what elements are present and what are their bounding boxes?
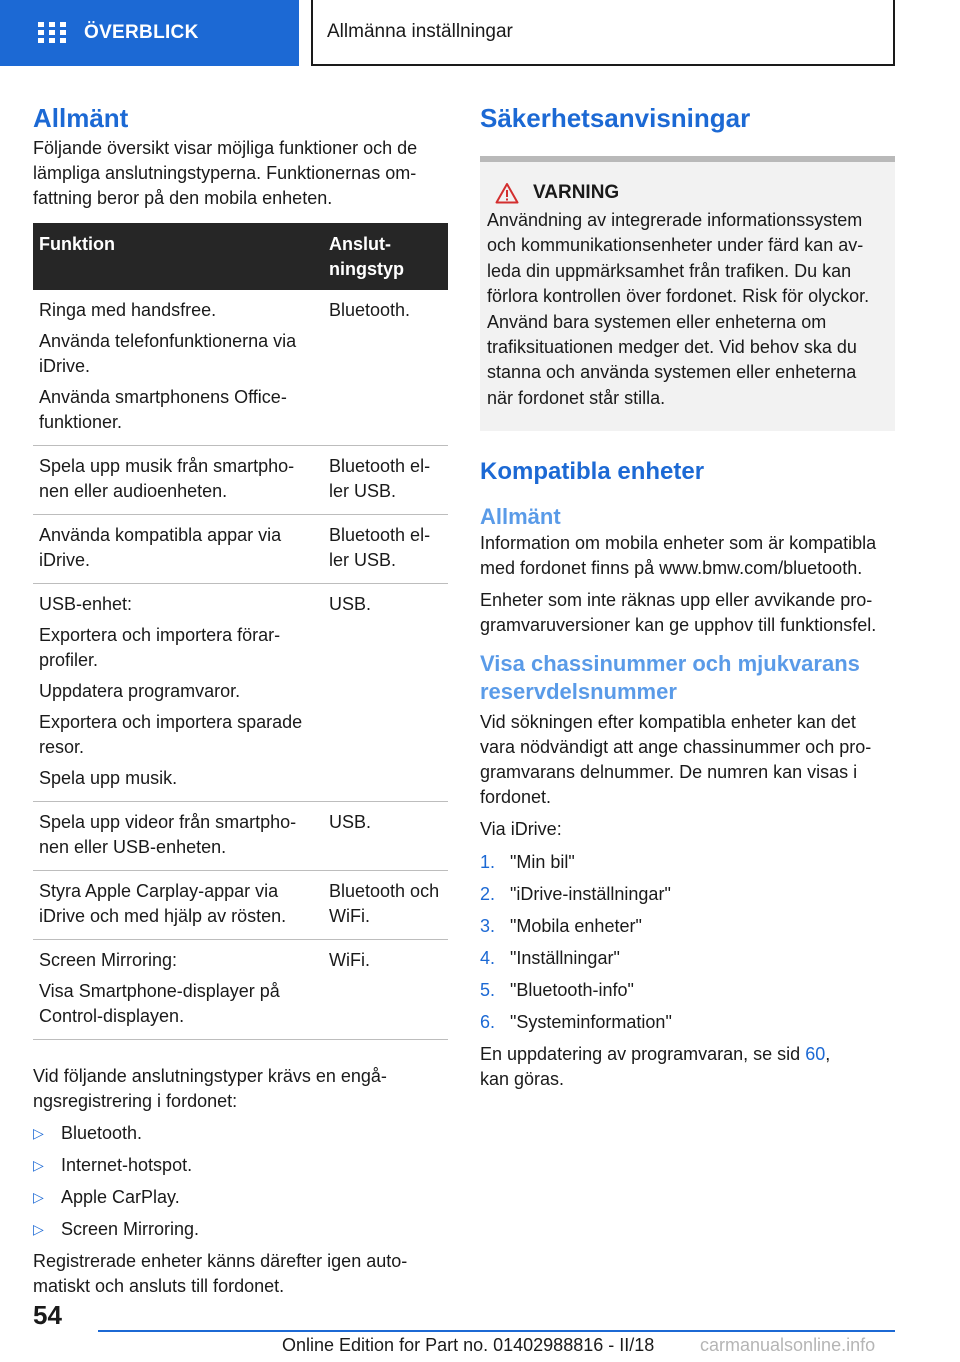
list-item: 6. "Systeminformation" — [480, 1012, 672, 1033]
warning-text: Användning av integrerade informationssystem och kommunikationsenheter under färd kan avleda din uppmärksamhet från trafiken. Du kan förlora kontrollen över fordonet. Risk för olyckor. Använd bara systemen eller enheterna om trafiksituationen medger det. Vid behov ska du stanna och använda systemen eller enheterna när fordonet står stilla. — [487, 210, 870, 408]
type-cell: Bluetooth eller USB. — [323, 515, 448, 584]
function-text: Spela upp musik. — [39, 768, 178, 788]
type-cell: USB. — [323, 584, 448, 802]
function-text: Visa Smartphone-displayer på Control-displayen. — [39, 981, 280, 1026]
table-row — [33, 515, 448, 584]
section-tab-label: Allmänna inställningar — [327, 21, 513, 42]
list-item: ▷ Apple CarPlay. — [33, 1185, 448, 1210]
function-text: Screen Mirroring: — [39, 950, 178, 970]
compatible-paragraph-2: Enheter som inte räknas upp eller avvikande programvaruversioner kan ge upphov till funktionsfel. — [480, 590, 877, 636]
table-row — [33, 802, 448, 871]
via-idrive-text: Via iDrive: — [480, 819, 562, 840]
list-item: ▷ Internet-hotspot. — [33, 1153, 448, 1178]
function-text: Uppdatera programvaror. — [39, 681, 241, 701]
function-cell — [33, 290, 323, 446]
table-row — [33, 290, 448, 446]
function-text: Styra Apple Carplay-appar via iDrive och med hjälp av rösten. — [39, 881, 287, 926]
function-text: Använda kompatibla appar via iDrive. — [39, 525, 282, 570]
list-item: ▷ Bluetooth. — [33, 1121, 448, 1146]
idrive-steps — [480, 850, 895, 1035]
function-text: Använda smartphonens Office-funktioner. — [39, 387, 287, 432]
watermark-text: carmanualsonline.info — [700, 1335, 876, 1355]
type-cell: USB. — [323, 802, 448, 871]
table-row — [33, 584, 448, 802]
edition-text: Online Edition for Part no. 01402988816 - II/18 — [282, 1335, 655, 1355]
list-item: 1. "Min bil" — [480, 852, 575, 873]
chassis-paragraph: Vid sökningen efter kompatibla enheter kan det vara nödvändigt att ange chassinummer och programvarans delnummer. De numren kan visas i fordonet. — [480, 712, 872, 808]
function-cell — [33, 802, 323, 871]
closing-paragraph: Registrerade enheter känns därefter igen automatiskt och ansluts till fordonet. — [33, 1251, 408, 1296]
section-tab[interactable] — [311, 0, 895, 66]
function-text: USB-enhet: — [39, 594, 133, 614]
safety-heading: Säkerhetsanvisningar — [480, 103, 751, 133]
triangle-bullet-icon: ▷ — [33, 1157, 44, 1173]
type-cell: Bluetooth och WiFi. — [323, 871, 448, 940]
function-cell — [33, 515, 323, 584]
table-header-row — [33, 223, 448, 290]
compatible-paragraph-1: Information om mobila enheter som är kompatibla med fordonet finns på www.bmw.com/bluetooth. — [480, 533, 877, 579]
list-item: 3. "Mobila enheter" — [480, 916, 642, 937]
function-cell — [33, 871, 323, 940]
overview-tab-label: ÖVERBLICK — [84, 22, 199, 43]
function-cell — [33, 446, 323, 515]
function-cell — [33, 940, 323, 1040]
list-item: 2. "iDrive-inställningar" — [480, 884, 671, 905]
header-connection-type: Anslutningstyp — [323, 223, 448, 290]
warning-title: VARNING — [533, 182, 620, 203]
function-text: Spela upp musik från smartphonen eller audioenheten. — [39, 456, 295, 501]
function-text: Spela upp videor från smartphonen eller USB-enheten. — [39, 812, 297, 857]
list-item: 4. "Inställningar" — [480, 948, 620, 969]
triangle-bullet-icon: ▷ — [33, 1125, 44, 1141]
header-function: Funktion — [33, 223, 323, 290]
grid-menu-icon — [38, 22, 66, 44]
type-cell: Bluetooth. — [323, 290, 448, 446]
footer-rule — [98, 1330, 895, 1332]
registration-paragraph: Vid följande anslutningstyper krävs en engångsregistrering i fordonet: — [33, 1066, 387, 1111]
triangle-bullet-icon: ▷ — [33, 1189, 44, 1205]
function-text: Ringa med handsfree. — [39, 300, 217, 320]
triangle-bullet-icon: ▷ — [33, 1221, 44, 1237]
list-item: 5. "Bluetooth-info" — [480, 980, 634, 1001]
left-column — [33, 100, 448, 1299]
list-item: ▷ Screen Mirroring. — [33, 1217, 448, 1242]
warning-triangle-icon — [495, 182, 519, 204]
type-cell: WiFi. — [323, 940, 448, 1040]
table-row — [33, 446, 448, 515]
update-paragraph: En uppdatering av programvaran, se sid 60, kan göras. — [480, 1044, 831, 1090]
table-row — [33, 940, 448, 1040]
warning-box — [480, 162, 895, 431]
function-table — [33, 223, 448, 1040]
type-cell: Bluetooth eller USB. — [323, 446, 448, 515]
function-text: Exportera och importera förarprofiler. — [39, 625, 281, 670]
compatible-devices-heading: Kompatibla enheter — [480, 458, 705, 486]
right-column — [480, 100, 895, 1092]
page-number: 54 — [33, 1300, 62, 1330]
function-text: Exportera och importera sparade resor. — [39, 712, 303, 757]
chassis-subheading: Visa chassinummer och mjukvarans reservdelsnummer — [480, 651, 860, 705]
page-header — [0, 0, 960, 66]
function-text: Använda telefonfunktionerna via iDrive. — [39, 331, 297, 376]
registration-list — [33, 1121, 448, 1242]
general-heading: Allmänt — [33, 103, 129, 133]
overview-tab[interactable] — [0, 0, 299, 66]
table-row — [33, 871, 448, 940]
compatible-general-subheading: Allmänt — [480, 504, 561, 530]
function-cell — [33, 584, 323, 802]
page-60-link[interactable]: 60 — [805, 1044, 826, 1065]
warning-header — [487, 182, 887, 204]
intro-paragraph: Följande översikt visar möjliga funktioner och de lämpliga anslutningstyperna. Funktionernas omfattning beror på den mobila enheten. — [33, 138, 418, 208]
